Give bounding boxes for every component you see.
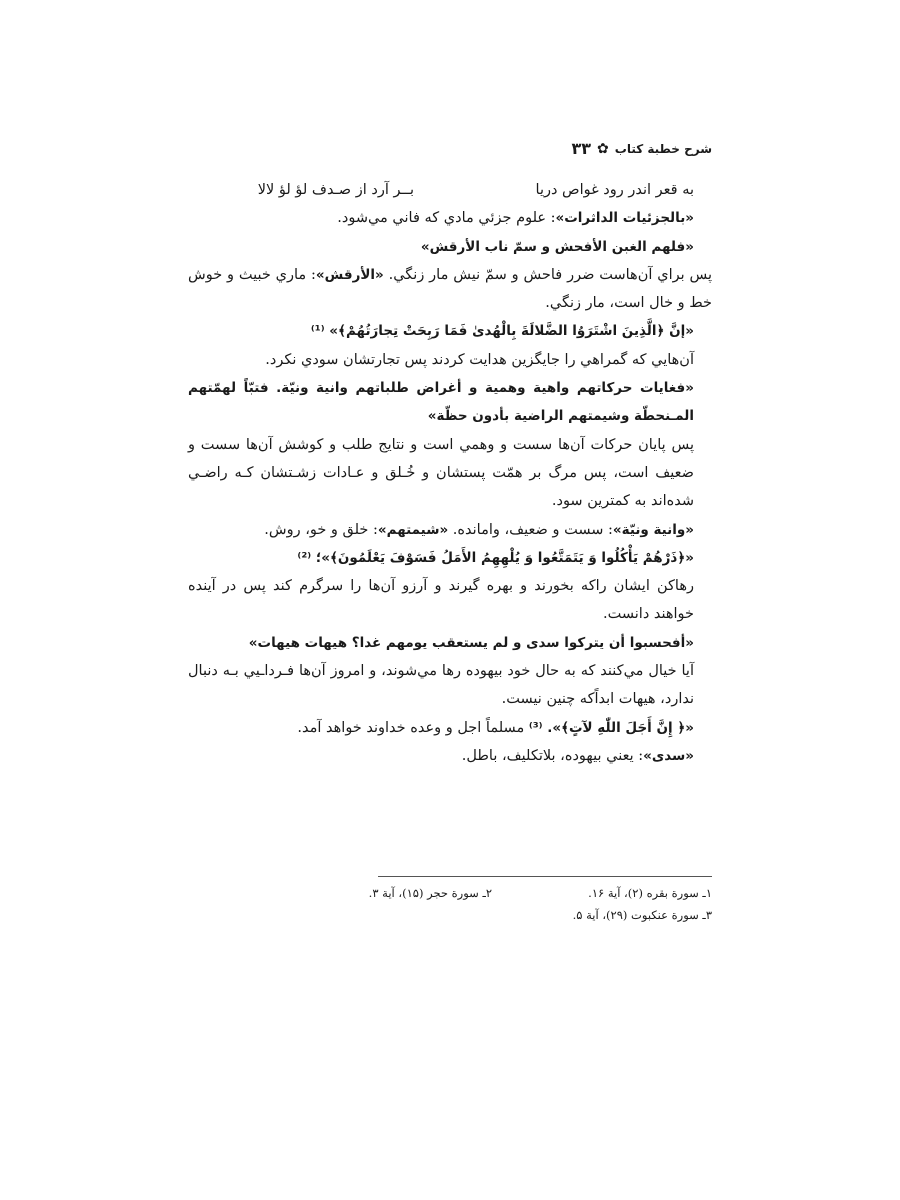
term: «الأرقش» [315, 266, 384, 283]
running-title: شرح خطبة كتاب [614, 141, 712, 156]
footnote-3: ۳ـ سورة عنكبوت (۲۹)، آية ۵. [572, 908, 712, 922]
footnote-divider [378, 876, 712, 877]
paragraph-3 [188, 261, 712, 318]
poem-hemistich-1: به قعر اندر رود غواص دريا [535, 182, 694, 198]
footnote-row [188, 904, 712, 926]
definition: : سست و ضعيف، وامانده. [448, 521, 613, 538]
arabic-quote: «فغايات حركاتهم واهية وهمية و أغراض طلباتهم وانية ونيّة. فتبّاً لهمّتهم المـنحطّة وشيمتهم الراضية بأدون حظّة» [188, 380, 694, 425]
footnote-2: ۲ـ سورة حجر (۱۵)، آية ۳. [368, 886, 492, 900]
paragraph-7 [188, 431, 712, 516]
page-body [188, 176, 712, 770]
flower-ornament-icon: ✿ [597, 140, 609, 157]
quran-quote: «﴿ذَرْهُمْ يَأْكُلُوا وَ يَتَمَتَّعُوا وَ يُلْهِهِمُ الأَمَلُ فَسَوْفَ يَعْلَمُونَ﴾»؛ ⁽²⁾ [297, 549, 694, 566]
definition: : علوم جزئي مادي كه فاني مي‌شود. [337, 210, 556, 227]
footnote-1: ۱ـ سورة بقره (۲)، آية ۱۶. [588, 886, 712, 900]
quran-verse-2 [188, 544, 712, 572]
translation: آيا خيال مي‌كنند كه به حال خود بيهوده رها مي‌شوند، و امروز آن‌ها فـرداـيي بـه دنبال ندارد، هيهات ابداًكه چنين نيست. [188, 663, 694, 708]
footnote-row [188, 882, 712, 904]
running-header [572, 139, 713, 158]
poem-verse [188, 176, 712, 204]
poem-hemistich-2: بــر آرد از صـدف لؤ لؤ لالا [257, 182, 414, 198]
term: «وانية ونيّة» [612, 521, 694, 538]
paragraph-8 [188, 516, 712, 544]
paragraph-1 [188, 204, 712, 232]
paragraph-5 [188, 346, 712, 374]
paragraph-11 [188, 629, 712, 657]
translation: پس پايان حركات آن‌ها سست و وهمي است و نتايج طلب و كوشش آن‌ها سست و ضعيف است، پس مرگ بر همّت پستشان و خُـلق و عـادات زشـتشان كـه راضـي شده‌اند به كمترين سود. [188, 436, 694, 510]
definition: : يعني بيهوده، بلاتكليف، باطل. [461, 747, 644, 764]
term: «بالجزئيات الداثرات» [555, 210, 694, 227]
quran-quote: «﴿ إِنَّ أَجَلَ اللّٰهِ لآتٍ﴾». ⁽³⁾ [528, 719, 694, 736]
quran-verse-1 [188, 317, 712, 345]
quran-verse-3 [188, 714, 712, 742]
page-number: ۳۳ [571, 139, 592, 158]
term: «شيمتهم» [377, 521, 449, 538]
arabic-quote: «فلهم الغبن الأفحش و سمّ ناب الأرقش» [420, 238, 694, 255]
footnotes [188, 882, 712, 926]
paragraph-6 [188, 374, 712, 431]
quran-quote: «إنَّ ﴿الَّذِينَ اشْتَرَوُا الضَّلالَةَ بِالْهُدىٰ فَمَا رَبِحَتْ تِجارَتُهُمْ﴾» ⁽¹⁾ [310, 323, 694, 340]
translation: مسلماً اجل و وعده خداوند خواهد آمد. [297, 719, 525, 736]
paragraph-12 [188, 657, 712, 714]
translation: پس براي آن‌هاست ضرر فاحش و سمّ نيش مار زنگي. [383, 266, 713, 283]
paragraph-14 [188, 742, 712, 770]
term: «سدى» [643, 747, 694, 764]
arabic-quote: «أفحسبوا أن يتركوا سدى و لم يستعقب يومهم غدا؟ هيهات هيهات» [248, 634, 694, 651]
translation: رهاكن ايشان راكه بخورند و بهره گيرند و آرزو آن‌ها را سرگرم كند پس در آينده خواهند دانست. [188, 578, 694, 623]
paragraph-10 [188, 572, 712, 629]
translation: آن‌هايي كه گمراهي را جايگزين هدايت كردند پس تجارتشان سودي نكرد. [265, 351, 694, 368]
paragraph-2 [188, 233, 712, 261]
definition: : خلق و خو، روش. [264, 521, 378, 538]
definition: : ماري خبيث و خوش خط و خال است، مار زنگي. [188, 266, 712, 312]
